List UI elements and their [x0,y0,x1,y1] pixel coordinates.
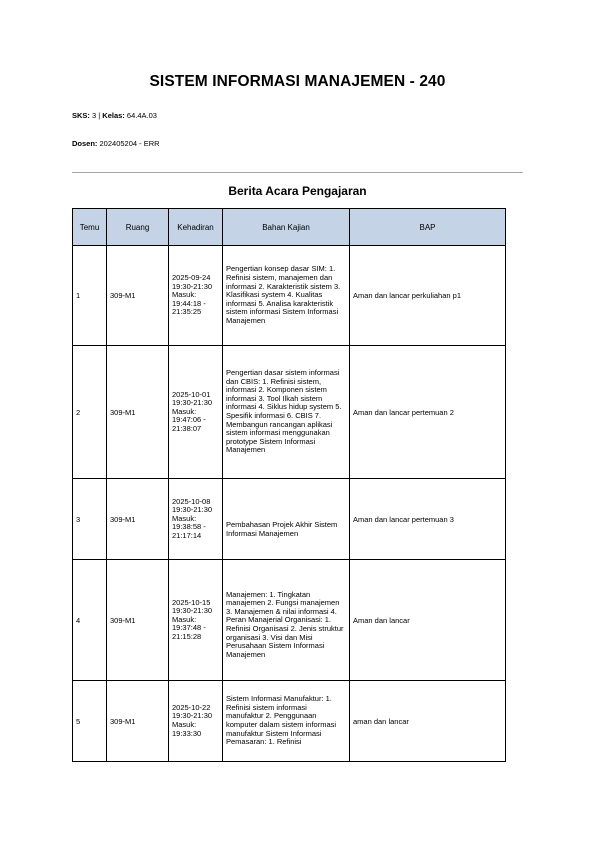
cell-temu: 3 [73,479,107,560]
kelas-label: Kelas: [102,111,125,120]
cell-bahan-kajian: Sistem Informasi Manufaktur: 1. Refinisi sistem informasi manufaktur 2. Penggunaan komputer dalam sistem informasi manufaktur Sistem Informasi Pemasaran: 1. Refinisi [223,681,350,762]
dosen-value: 202405204 - ERR [97,139,160,148]
section-title: Berita Acara Pengajaran [228,184,367,198]
course-meta [72,111,157,120]
dosen-label: Dosen: [72,139,98,148]
table-header-row [73,209,506,246]
cell-bahan-kajian: Manajemen: 1. Tingkatan manajemen 2. Fungsi manajemen 3. Manajemen & nilai informasi 4. Peran Manajerial Organisasi: 1. Refinisi Organisasi 2. Jenis struktur organisasi 3. Visi dan Misi Perusahaan Sistem Informasi Manajemen [223,560,350,681]
cell-bap: Aman dan lancar perkuliahan p1 [350,246,506,346]
table-row [73,479,506,560]
cell-bap: Aman dan lancar pertemuan 2 [350,346,506,479]
teaching-report-table [72,208,506,762]
cell-kehadiran: 2025-10-08 19:30-21:30 Masuk: 19:38:58 - 21:17:14 [169,479,223,560]
cell-bahan-kajian: Pembahasan Projek Akhir Sistem Informasi Manajemen [223,479,350,560]
table-row [73,560,506,681]
header-kehadiran: Kehadiran [169,209,223,246]
cell-bahan-kajian: Pengertian dasar sistem informasi dan CBIS: 1. Refinisi sistem, informasi 2. Komponen sistem informasi 3. Tool Ilkah sistem informasi 4. Siklus hidup system 5. Spesifik informasi 6. CBIS 7. Membangun rancangan aplikasi sistem informasi menggunakan prototype Sistem Informasi Manajemen [223,346,350,479]
sks-label: SKS: [72,111,90,120]
cell-bap: Aman dan lancar [350,560,506,681]
cell-ruang: 309-M1 [107,246,169,346]
table-row [73,346,506,479]
cell-ruang: 309-M1 [107,479,169,560]
cell-temu: 2 [73,346,107,479]
cell-temu: 4 [73,560,107,681]
header-bap: BAP [350,209,506,246]
cell-bap: Aman dan lancar pertemuan 3 [350,479,506,560]
header-bahan-kajian: Bahan Kajian [223,209,350,246]
cell-bahan-kajian: Pengertian konsep dasar SIM: 1. Refinisi sistem, manajemen dan informasi 2. Karakteristik sistem 3. Klasifikasi system 4. Kualitas informasi 5. Analisa karakteristik sistem informasi Sistem Informasi Manajemen [223,246,350,346]
divider [72,172,523,173]
table-row [73,246,506,346]
cell-kehadiran: 2025-10-22 19:30-21:30 Masuk: 19:33:30 [169,681,223,762]
kelas-value: 64.4A.03 [124,111,157,120]
cell-kehadiran: 2025-09-24 19:30-21:30 Masuk: 19:44:18 - 21:35:25 [169,246,223,346]
cell-bap: aman dan lancar [350,681,506,762]
header-ruang: Ruang [107,209,169,246]
cell-kehadiran: 2025-10-01 19:30-21:30 Masuk: 19:47:06 - 21:38:07 [169,346,223,479]
table-row [73,681,506,762]
cell-ruang: 309-M1 [107,560,169,681]
document-title: SISTEM INFORMASI MANAJEMEN - 240 [149,73,446,90]
cell-temu: 1 [73,246,107,346]
cell-ruang: 309-M1 [107,346,169,479]
header-temu: Temu [73,209,107,246]
cell-kehadiran: 2025-10-15 19:30-21:30 Masuk: 19:37:48 - 21:15:28 [169,560,223,681]
sks-value: 3 | [89,111,103,120]
lecturer-meta [72,139,160,148]
cell-ruang: 309-M1 [107,681,169,762]
cell-temu: 5 [73,681,107,762]
